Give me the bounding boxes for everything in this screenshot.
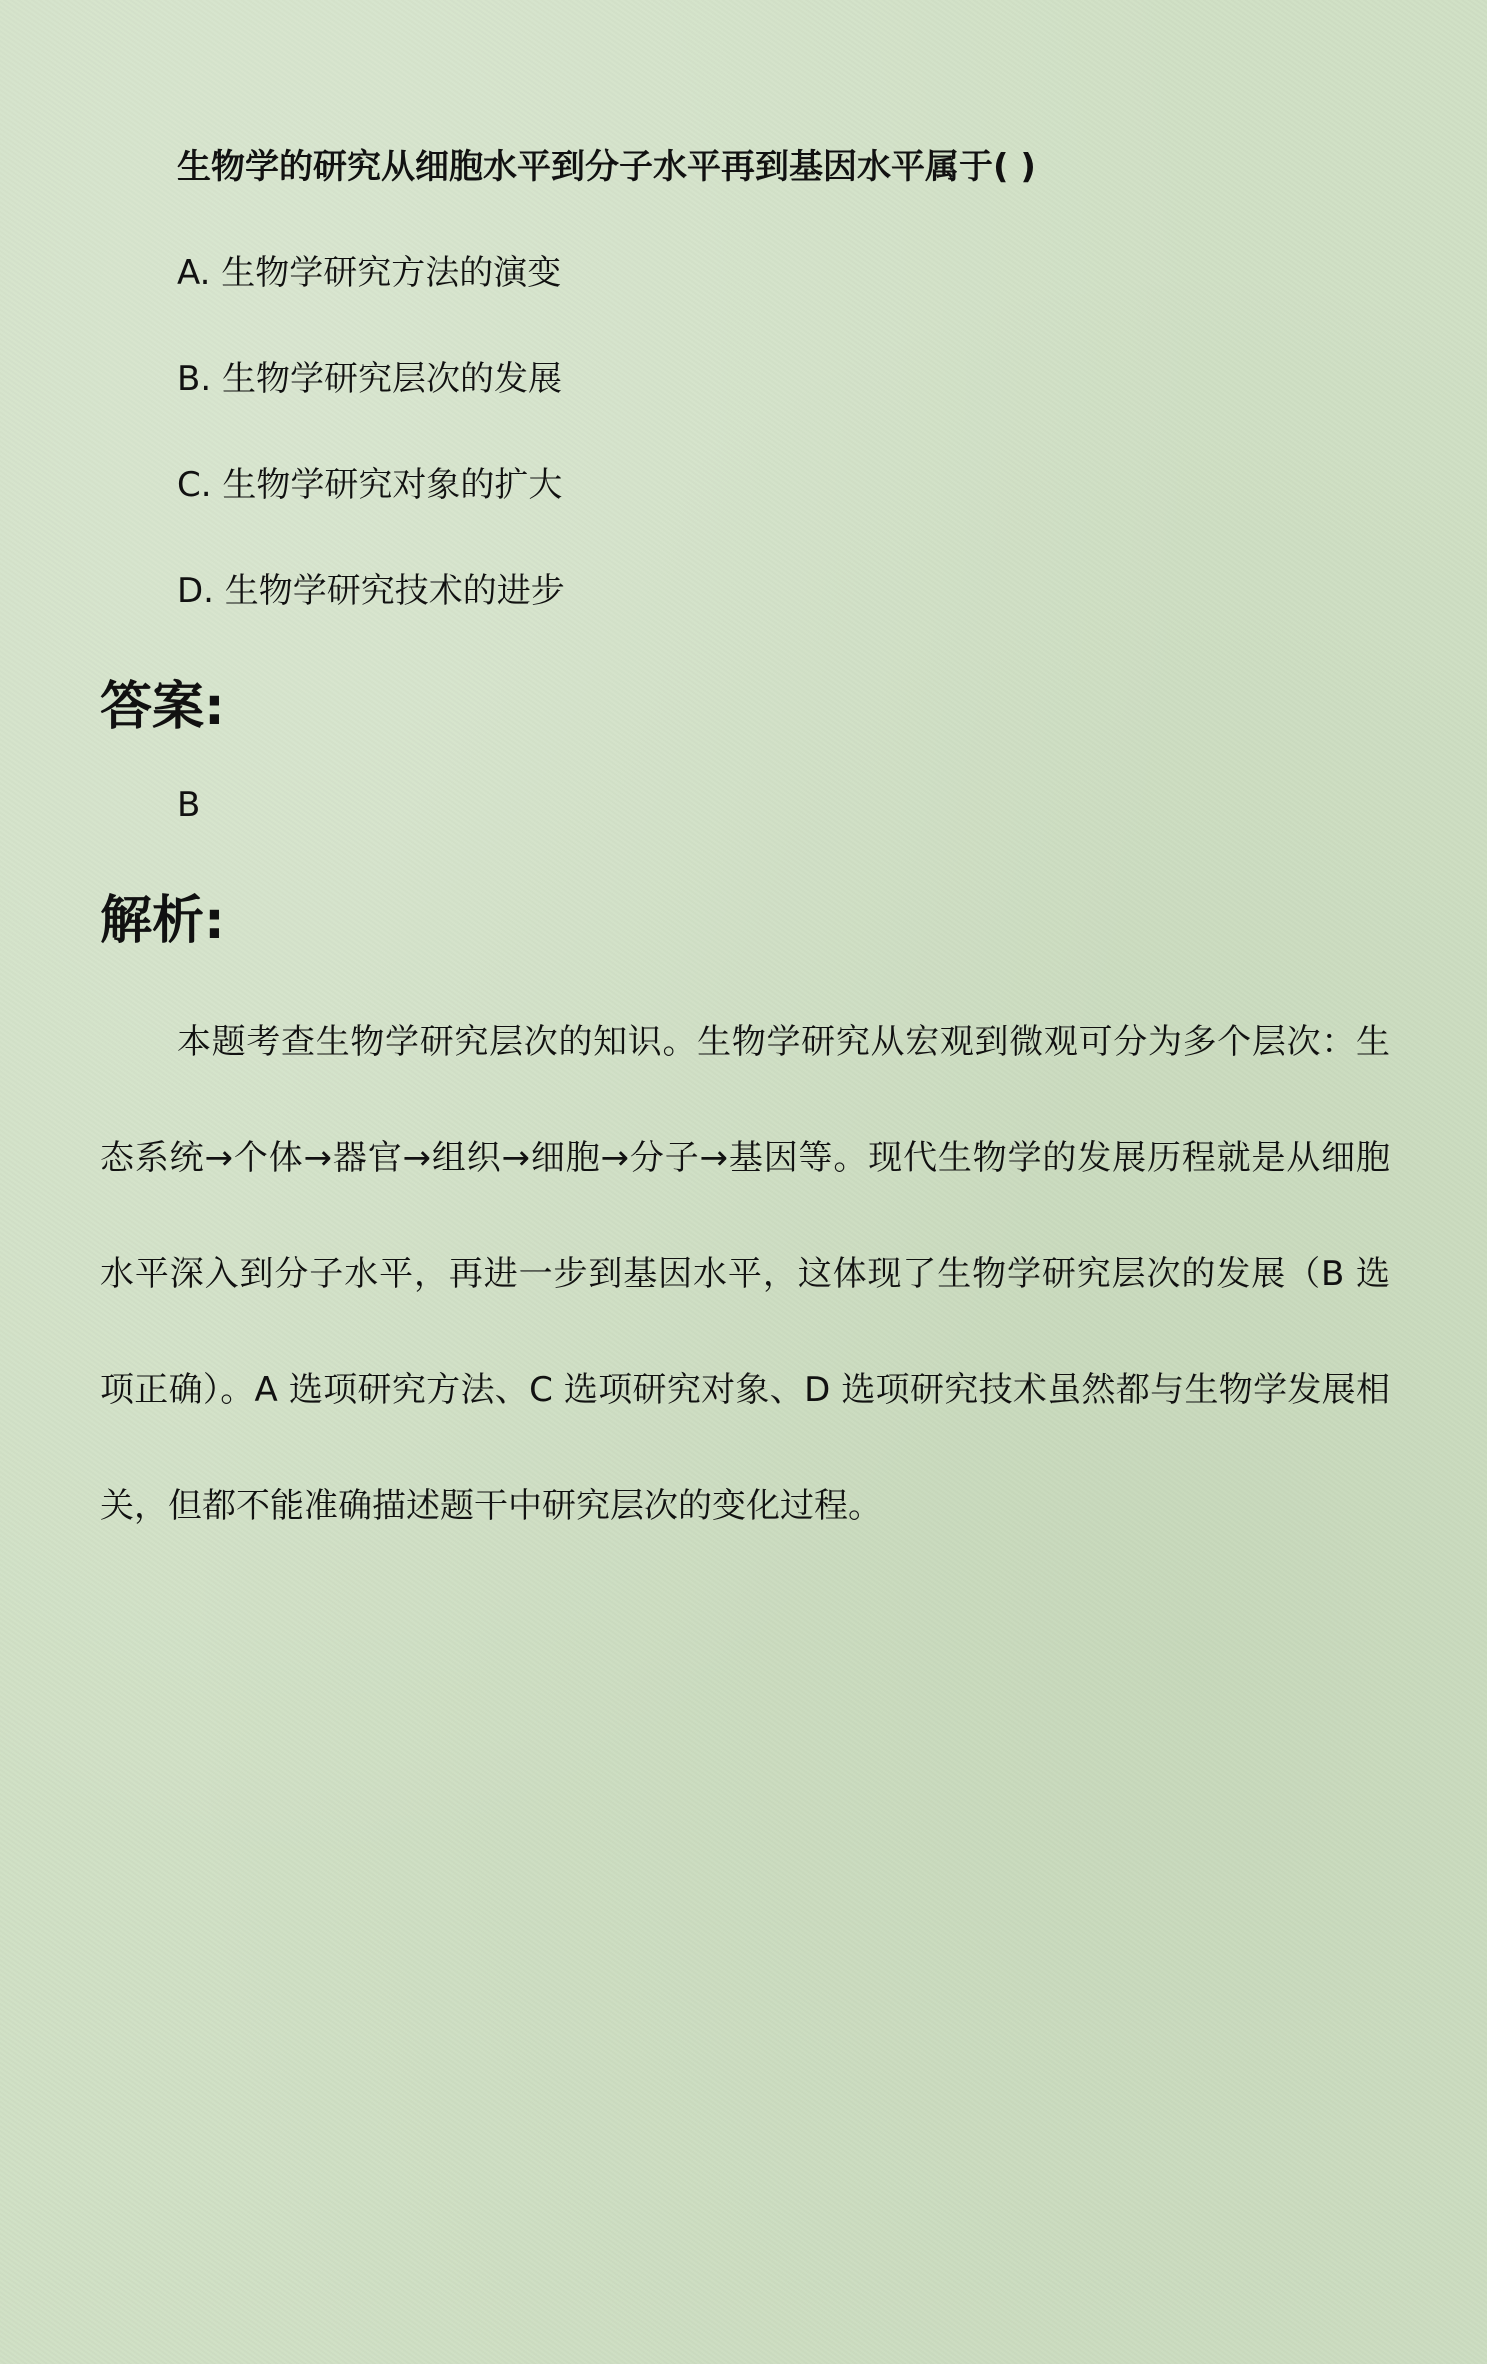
option-a: A. 生物学研究方法的演变 xyxy=(177,253,562,293)
option-b: B. 生物学研究层次的发展 xyxy=(177,359,562,399)
answer-value: B xyxy=(177,785,201,825)
answer-heading: 答案: xyxy=(100,677,225,737)
option-c: C. 生物学研究对象的扩大 xyxy=(177,465,563,505)
analysis-text: 本题考查生物学研究层次的知识。生物学研究从宏观到微观可分为多个层次：生态系统→个体→器官→组织→细胞→分子→基因等。现代生物学的发展历程就是从细胞水平深入到分子水平，再进一步到基因水平，这体现了生物学研究层次的发展（B 选项正确）。A 选项研究方法、C 选项研究对象、D 选项研究技术虽然都与生物学发展相关，但都不能准确描述题干中研究层次的变化过程。 xyxy=(100,1022,1390,1526)
answer-options-list xyxy=(100,246,1390,618)
question-text: 生物学的研究从细胞水平到分子水平再到基因水平属于( ) xyxy=(177,147,1036,187)
analysis-heading: 解析: xyxy=(100,891,225,951)
document-content xyxy=(100,140,1390,1564)
option-d: D. 生物学研究技术的进步 xyxy=(177,571,565,611)
